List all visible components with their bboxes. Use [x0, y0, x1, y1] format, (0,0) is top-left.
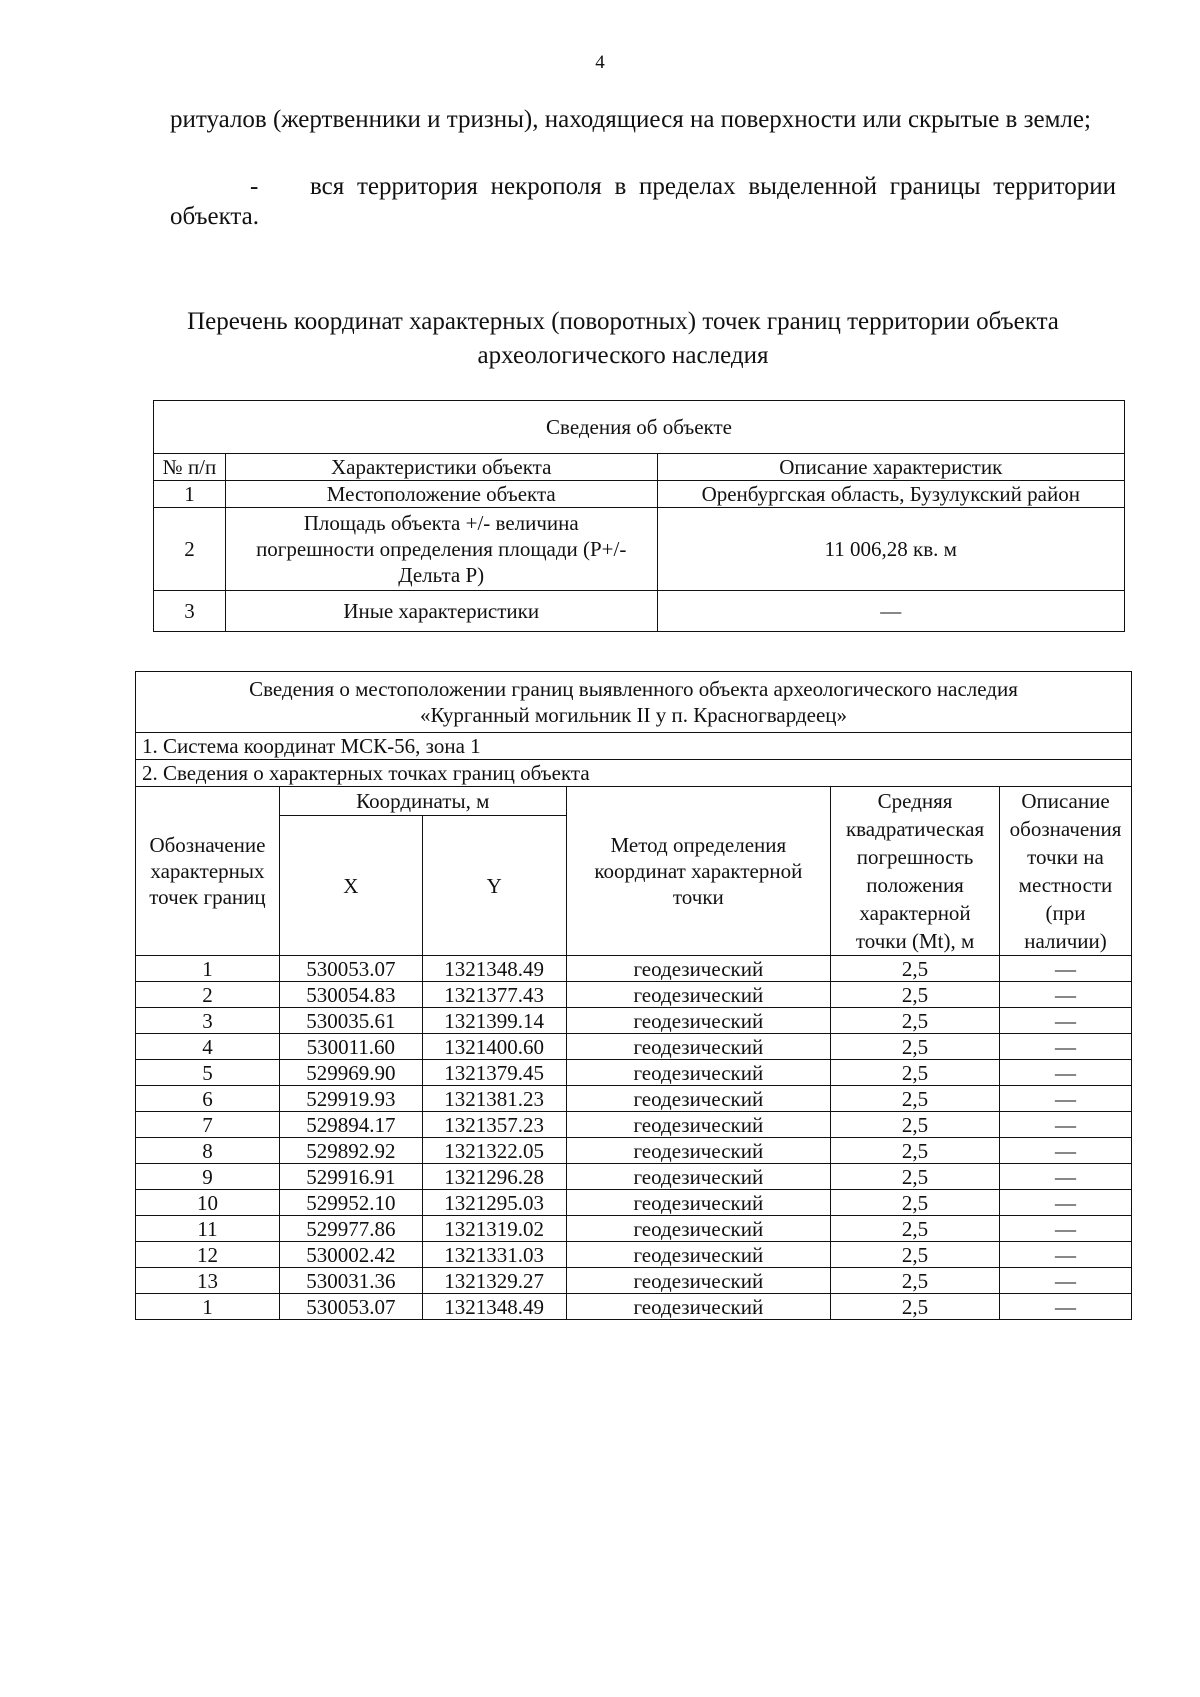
col-x: X [279, 816, 422, 956]
paragraph-rituals: ритуалов (жертвенники и тризны), находящиеся на поверхности или скрытые в земле; [170, 106, 1091, 133]
point-number: 12 [136, 1242, 280, 1268]
points-header: 2. Сведения о характерных точках границ объекта [136, 760, 1132, 787]
point-method: геодезический [566, 1060, 831, 1086]
col-designation: Обозначение характерных точек границ [136, 787, 280, 956]
point-x: 530053.07 [279, 956, 422, 982]
col-description: Описание обозначения точки на местности (при наличии) [1000, 787, 1132, 956]
table-row [136, 1190, 1132, 1216]
header-description: Описание характеристик [657, 454, 1125, 481]
point-description: — [1000, 1242, 1132, 1268]
point-number: 7 [136, 1112, 280, 1138]
points-header-row [136, 760, 1132, 787]
point-y: 1321296.28 [422, 1164, 566, 1190]
row-value: 11 006,28 кв. м [657, 508, 1125, 591]
list-dash: - [250, 173, 259, 200]
point-x: 529952.10 [279, 1190, 422, 1216]
point-method: геодезический [566, 1190, 831, 1216]
point-x: 530011.60 [279, 1034, 422, 1060]
point-description: — [1000, 1138, 1132, 1164]
point-method: геодезический [566, 1216, 831, 1242]
table-row [136, 1294, 1132, 1320]
point-x: 529916.91 [279, 1164, 422, 1190]
table-row [154, 591, 1125, 632]
point-error: 2,5 [831, 956, 1000, 982]
point-description: — [1000, 1190, 1132, 1216]
point-method: геодезический [566, 1242, 831, 1268]
point-number: 10 [136, 1190, 280, 1216]
point-x: 530053.07 [279, 1294, 422, 1320]
point-method: геодезический [566, 956, 831, 982]
boundary-points-table [135, 671, 1132, 1320]
point-error: 2,5 [831, 1034, 1000, 1060]
point-x: 530002.42 [279, 1242, 422, 1268]
point-error: 2,5 [831, 1086, 1000, 1112]
point-description: — [1000, 1268, 1132, 1294]
point-y: 1321322.05 [422, 1138, 566, 1164]
point-error: 2,5 [831, 982, 1000, 1008]
point-y: 1321357.23 [422, 1112, 566, 1138]
point-number: 1 [136, 956, 280, 982]
point-y: 1321295.03 [422, 1190, 566, 1216]
row-value: — [657, 591, 1125, 632]
row-number: 2 [154, 508, 226, 591]
point-method: геодезический [566, 1294, 831, 1320]
point-error: 2,5 [831, 1242, 1000, 1268]
table-row [136, 1268, 1132, 1294]
point-method: геодезический [566, 1268, 831, 1294]
point-error: 2,5 [831, 1216, 1000, 1242]
table-row [136, 1086, 1132, 1112]
point-error: 2,5 [831, 1268, 1000, 1294]
point-x: 529969.90 [279, 1060, 422, 1086]
point-x: 529894.17 [279, 1112, 422, 1138]
point-description: — [1000, 1008, 1132, 1034]
object-table-header-row [154, 454, 1125, 481]
point-method: геодезический [566, 1138, 831, 1164]
table-row [136, 956, 1132, 982]
point-y: 1321381.23 [422, 1086, 566, 1112]
point-number: 3 [136, 1008, 280, 1034]
point-y: 1321348.49 [422, 1294, 566, 1320]
point-y: 1321319.02 [422, 1216, 566, 1242]
row-name: Площадь объекта +/- величина погрешности определения площади (P+/- Дельта P) [225, 508, 657, 591]
point-y: 1321377.43 [422, 982, 566, 1008]
paragraph-necropolis-text: вся территория некрополя в пределах выделенной границы территории объекта. [170, 173, 1116, 230]
boundary-caption-row [136, 672, 1132, 733]
point-error: 2,5 [831, 1164, 1000, 1190]
points-body [136, 956, 1132, 1320]
point-error: 2,5 [831, 1008, 1000, 1034]
point-description: — [1000, 1086, 1132, 1112]
paragraph-necropolis [170, 172, 1116, 232]
point-method: геодезический [566, 1112, 831, 1138]
point-method: геодезический [566, 1034, 831, 1060]
table-row [136, 1242, 1132, 1268]
boundary-table-caption: Сведения о местоположении границ выявленного объекта археологического наследия «Курганный могильник II у п. Красногвардеец» [136, 672, 1132, 733]
point-number: 5 [136, 1060, 280, 1086]
point-number: 9 [136, 1164, 280, 1190]
point-error: 2,5 [831, 1190, 1000, 1216]
point-number: 4 [136, 1034, 280, 1060]
col-coords: Координаты, м [279, 787, 566, 816]
coordinate-system: 1. Система координат МСК-56, зона 1 [136, 733, 1132, 760]
object-table-caption: Сведения об объекте [154, 401, 1125, 454]
point-error: 2,5 [831, 1138, 1000, 1164]
point-description: — [1000, 1216, 1132, 1242]
header-number: № п/п [154, 454, 226, 481]
row-name: Местоположение объекта [225, 481, 657, 508]
point-number: 11 [136, 1216, 280, 1242]
row-number: 3 [154, 591, 226, 632]
point-x: 530035.61 [279, 1008, 422, 1034]
point-y: 1321348.49 [422, 956, 566, 982]
table-row [136, 1164, 1132, 1190]
table-row [136, 1034, 1132, 1060]
point-y: 1321379.45 [422, 1060, 566, 1086]
table-row [136, 1112, 1132, 1138]
point-number: 2 [136, 982, 280, 1008]
point-number: 13 [136, 1268, 280, 1294]
header-characteristics: Характеристики объекта [225, 454, 657, 481]
point-x: 529892.92 [279, 1138, 422, 1164]
point-description: — [1000, 1294, 1132, 1320]
coordinates-list-title: Перечень координат характерных (поворотных) точек границ территории объекта археологического наследия [187, 308, 1059, 369]
point-method: геодезический [566, 982, 831, 1008]
point-description: — [1000, 1112, 1132, 1138]
point-y: 1321400.60 [422, 1034, 566, 1060]
col-y: Y [422, 816, 566, 956]
point-y: 1321329.27 [422, 1268, 566, 1294]
point-x: 529919.93 [279, 1086, 422, 1112]
point-x: 529977.86 [279, 1216, 422, 1242]
point-description: — [1000, 1164, 1132, 1190]
point-description: — [1000, 982, 1132, 1008]
table-row [154, 481, 1125, 508]
point-error: 2,5 [831, 1112, 1000, 1138]
point-description: — [1000, 956, 1132, 982]
point-number: 1 [136, 1294, 280, 1320]
point-method: геодезический [566, 1086, 831, 1112]
table-row [136, 1216, 1132, 1242]
point-x: 530054.83 [279, 982, 422, 1008]
point-method: геодезический [566, 1008, 831, 1034]
point-number: 6 [136, 1086, 280, 1112]
row-number: 1 [154, 481, 226, 508]
point-number: 8 [136, 1138, 280, 1164]
point-y: 1321331.03 [422, 1242, 566, 1268]
point-description: — [1000, 1060, 1132, 1086]
page-number: 4 [595, 52, 605, 73]
table-row [136, 1060, 1132, 1086]
col-error: Средняя квадратическая погрешность положения характерной точки (Mt), м [831, 787, 1000, 956]
point-error: 2,5 [831, 1060, 1000, 1086]
object-info-table [153, 400, 1125, 632]
coordinate-system-row [136, 733, 1132, 760]
row-name: Иные характеристики [225, 591, 657, 632]
point-x: 530031.36 [279, 1268, 422, 1294]
column-header-row [136, 787, 1132, 816]
table-row [136, 1008, 1132, 1034]
point-description: — [1000, 1034, 1132, 1060]
table-row [154, 508, 1125, 591]
table-row [136, 982, 1132, 1008]
row-value: Оренбургская область, Бузулукский район [657, 481, 1125, 508]
col-method: Метод определения координат характерной точки [566, 787, 831, 956]
table-row [136, 1138, 1132, 1164]
point-y: 1321399.14 [422, 1008, 566, 1034]
point-error: 2,5 [831, 1294, 1000, 1320]
object-table-caption-row [154, 401, 1125, 454]
point-method: геодезический [566, 1164, 831, 1190]
